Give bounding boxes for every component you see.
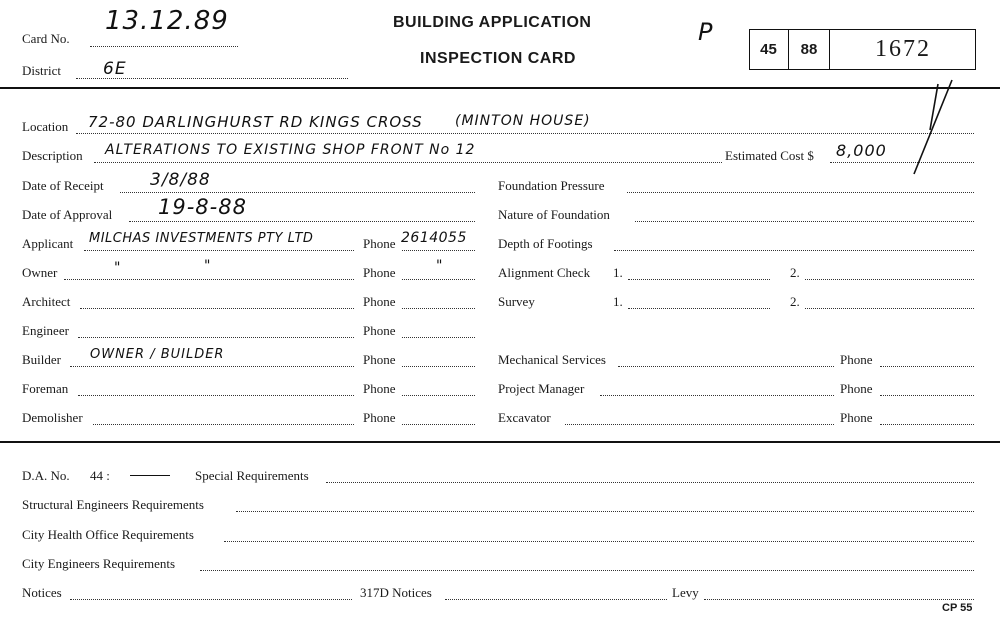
builder-line xyxy=(70,366,354,367)
project-manager-line xyxy=(600,395,834,396)
box-number-value: 1672 xyxy=(875,36,931,62)
structural-label: Structural Engineers Requirements xyxy=(22,497,204,512)
receipt-line xyxy=(120,192,475,193)
form-title-line2: INSPECTION CARD xyxy=(420,50,576,67)
nature-foundation-label: Nature of Foundation xyxy=(498,207,610,222)
builder-phone-label: Phone xyxy=(363,352,396,367)
survey-2-line xyxy=(805,308,974,309)
alignment-1-line xyxy=(628,279,770,280)
description-line xyxy=(94,162,722,163)
engineer-phone-label: Phone xyxy=(363,323,396,338)
survey-1-label: 1. xyxy=(613,294,623,309)
pen-strokes xyxy=(900,78,960,178)
demolisher-line xyxy=(93,424,354,425)
form-code: CP 55 xyxy=(942,602,973,614)
notices-label: Notices xyxy=(22,585,62,600)
applicant-label: Applicant xyxy=(22,236,74,251)
owner-line xyxy=(64,279,354,280)
levy-line xyxy=(704,599,974,600)
receipt-value: 3/8/88 xyxy=(150,170,211,190)
architect-phone-label: Phone xyxy=(363,294,396,309)
foundation-pressure-label: Foundation Pressure xyxy=(498,178,605,193)
foreman-line xyxy=(78,395,354,396)
owner-label: Owner xyxy=(22,265,58,280)
approval-line xyxy=(129,221,475,222)
mechanical-line xyxy=(618,366,834,367)
receipt-label: Date of Receipt xyxy=(22,178,104,193)
excavator-phone-label: Phone xyxy=(840,410,873,425)
applicant-phone-line xyxy=(402,250,475,251)
section-rule xyxy=(0,441,1000,443)
survey-1-line xyxy=(628,308,770,309)
approval-value: 19-8-88 xyxy=(158,195,247,219)
depth-footings-label: Depth of Footings xyxy=(498,236,593,251)
applicant-phone-label: Phone xyxy=(363,236,396,251)
box-b-value: 88 xyxy=(800,41,818,58)
estimated-cost-line xyxy=(830,162,974,163)
owner-phone-label: Phone xyxy=(363,265,396,280)
city-engineers-label: City Engineers Requirements xyxy=(22,556,176,571)
approval-label: Date of Approval xyxy=(22,207,113,222)
alignment-2-line xyxy=(805,279,974,280)
demolisher-phone-line xyxy=(402,424,475,425)
district-value: 6E xyxy=(103,59,127,79)
applicant-value: MILCHAS INVESTMENTS PTY LTD xyxy=(89,231,314,246)
survey-2-label: 2. xyxy=(790,294,800,309)
nature-foundation-line xyxy=(635,221,974,222)
handwritten-mark: P xyxy=(698,18,714,46)
owner-value-1: " xyxy=(114,260,122,276)
engineer-phone-line xyxy=(402,337,475,338)
notices-317d-label: 317D Notices xyxy=(360,585,432,600)
health-line xyxy=(224,541,974,542)
foreman-phone-line xyxy=(402,395,475,396)
owner-phone-line xyxy=(402,279,475,280)
mechanical-phone-label: Phone xyxy=(840,352,873,367)
estimated-cost-label: Estimated Cost $ xyxy=(725,148,814,163)
da-label: D.A. No. xyxy=(22,468,70,483)
builder-phone-line xyxy=(402,366,475,367)
header-rule xyxy=(0,87,1000,89)
notices-line xyxy=(70,599,352,600)
structural-line xyxy=(236,511,974,512)
owner-phone-value: " xyxy=(436,258,444,274)
builder-label: Builder xyxy=(22,352,61,367)
mechanical-phone-line xyxy=(880,366,974,367)
form-title-line1: BUILDING APPLICATION xyxy=(393,14,592,31)
card-no-line xyxy=(90,46,238,47)
location-line xyxy=(76,133,974,134)
location-label: Location xyxy=(22,119,69,134)
card-no-label: Card No. xyxy=(22,31,70,46)
demolisher-label: Demolisher xyxy=(22,410,83,425)
health-label: City Health Office Requirements xyxy=(22,527,194,542)
mechanical-label: Mechanical Services xyxy=(498,352,606,367)
engineer-line xyxy=(78,337,354,338)
project-manager-label: Project Manager xyxy=(498,381,585,396)
architect-phone-line xyxy=(402,308,475,309)
alignment-1-label: 1. xyxy=(613,265,623,280)
special-requirements-line xyxy=(326,482,974,483)
excavator-phone-line xyxy=(880,424,974,425)
excavator-line xyxy=(565,424,834,425)
foreman-phone-label: Phone xyxy=(363,381,396,396)
applicant-phone-value: 2614055 xyxy=(401,230,467,246)
project-manager-phone-label: Phone xyxy=(840,381,873,396)
survey-label: Survey xyxy=(498,294,535,309)
alignment-label: Alignment Check xyxy=(498,265,591,280)
description-value: ALTERATIONS TO EXISTING SHOP FRONT No 12 xyxy=(105,142,476,158)
estimated-cost-value: 8,000 xyxy=(836,141,887,160)
applicant-line xyxy=(84,250,354,251)
engineer-label: Engineer xyxy=(22,323,69,338)
levy-label: Levy xyxy=(672,585,699,600)
depth-footings-line xyxy=(614,250,974,251)
alignment-2-label: 2. xyxy=(790,265,800,280)
foundation-pressure-line xyxy=(627,192,974,193)
description-label: Description xyxy=(22,148,83,163)
architect-label: Architect xyxy=(22,294,71,309)
excavator-label: Excavator xyxy=(498,410,551,425)
da-value: 44 : xyxy=(90,468,110,483)
owner-value-2: " xyxy=(204,258,212,274)
box-a-value: 45 xyxy=(760,41,777,58)
architect-line xyxy=(80,308,354,309)
notices-317d-line xyxy=(445,599,667,600)
location-value: 72-80 DARLINGHURST RD KINGS CROSS xyxy=(88,113,423,131)
district-label: District xyxy=(22,63,61,78)
builder-value: OWNER / BUILDER xyxy=(90,347,225,362)
location-note: (MINTON HOUSE) xyxy=(455,113,591,129)
card-no-value: 13.12.89 xyxy=(105,6,229,36)
city-engineers-line xyxy=(200,570,974,571)
foreman-label: Foreman xyxy=(22,381,69,396)
demolisher-phone-label: Phone xyxy=(363,410,396,425)
special-requirements-label: Special Requirements xyxy=(195,468,309,483)
project-manager-phone-line xyxy=(880,395,974,396)
da-dash xyxy=(130,475,170,476)
